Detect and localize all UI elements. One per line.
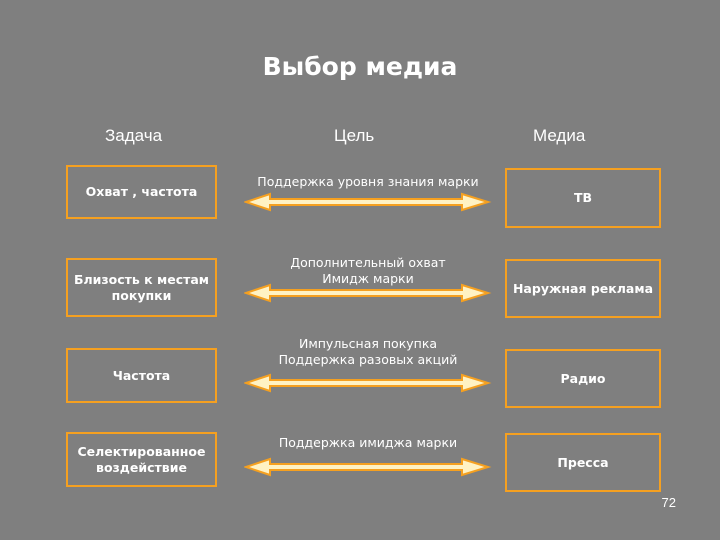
task-box-3: Частота	[66, 348, 217, 403]
task-box-2: Близость к местам покупки	[66, 258, 217, 317]
task-box-4: Селектированное воздействие	[66, 432, 217, 487]
double-arrow-3	[244, 373, 492, 393]
goal-text-3: Импульсная покупка Поддержка разовых акций	[278, 336, 458, 367]
media-box-1: ТВ	[505, 168, 661, 228]
goal-text-4: Поддержка имиджа марки	[278, 435, 458, 450]
page-number: 72	[661, 495, 676, 510]
task-box-1: Охват , частота	[66, 165, 217, 219]
header-goal: Цель	[334, 126, 375, 145]
media-box-2: Наружная реклама	[505, 259, 661, 318]
double-arrow-4	[244, 457, 492, 477]
header-task: Задача	[105, 126, 163, 145]
double-arrow-2	[244, 283, 492, 303]
goal-text-1: Поддержка уровня знания марки	[257, 174, 479, 189]
header-media: Медиа	[533, 126, 586, 145]
media-box-4: Пресса	[505, 433, 661, 492]
double-arrow-1	[244, 192, 492, 212]
slide-title: Выбор медиа	[262, 52, 458, 81]
goal-text-2: Дополнительный охват Имидж марки	[290, 255, 446, 286]
media-box-3: Радио	[505, 349, 661, 408]
